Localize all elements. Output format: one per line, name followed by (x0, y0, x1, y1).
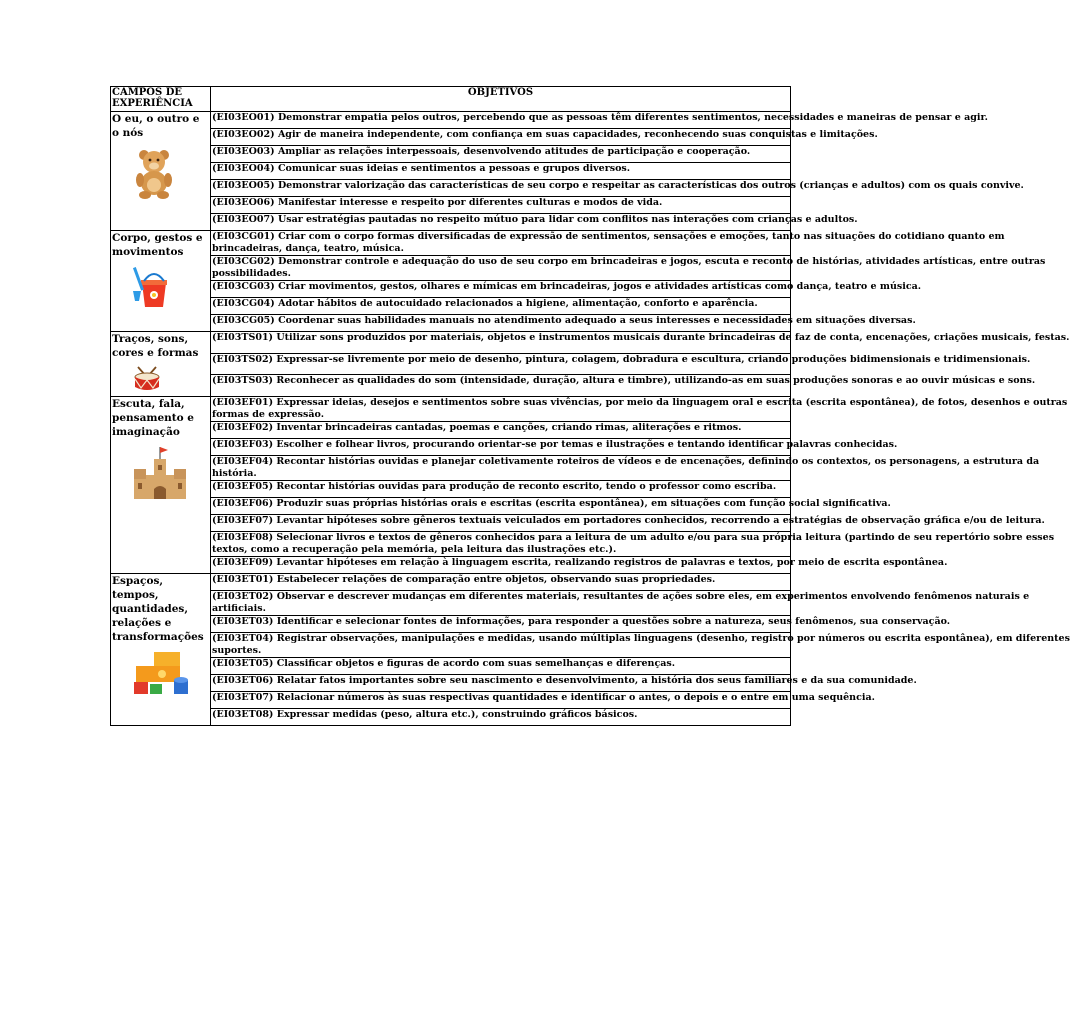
objective-cell (211, 197, 791, 214)
objective-cell (211, 231, 1005, 256)
table-row (111, 146, 791, 163)
campo-label: O eu, o outro e o nós (112, 113, 200, 139)
objective-cell (211, 112, 988, 129)
table-row (111, 422, 791, 439)
objective-cell (211, 498, 891, 515)
table-row (111, 214, 791, 231)
table-row (111, 129, 791, 146)
table-row (111, 456, 791, 481)
header-campos: CAMPOS DE EXPERIÊNCIA (111, 87, 211, 112)
teddy-bear-icon (132, 146, 209, 204)
objective-cell (211, 163, 791, 180)
table-row (111, 256, 791, 281)
objective-text: textos, como a recuperação pela memória, pela leitura das ilustrações etc.). (212, 544, 617, 555)
table-row (111, 658, 791, 675)
campo-label: Corpo, gestos e movimentos (112, 232, 203, 258)
objective-text: brincadeiras, dança, teatro, música. (212, 243, 404, 254)
objective-text: (EI03EF04) Recontar histórias ouvidas e planejar coletivamente roteiros de vídeos e de encenações, definindo os contextos, os personagens, a estrutura da (212, 456, 1040, 467)
table-row (111, 197, 791, 214)
objective-cell (211, 481, 791, 498)
table-row (111, 315, 791, 332)
table-row (111, 281, 791, 298)
campo-cell (111, 397, 211, 574)
campo-cell (111, 332, 211, 397)
objective-cell (211, 456, 1040, 481)
table-header-row (111, 87, 791, 112)
campo-cell (111, 574, 211, 726)
objective-text: (EI03CG05) Coordenar suas habilidades manuais no atendimento adequado a seus interesses e necessidades em situações diversas. (212, 315, 916, 326)
table-row (111, 231, 791, 256)
objective-cell (211, 515, 1045, 532)
objective-text: (EI03EO05) Demonstrar valorização das características de seu corpo e respeitar as características dos outros (crianças e adultos) com os quais convive. (212, 180, 1024, 191)
objective-cell (211, 532, 1055, 557)
campo-label: Escuta, fala, pensamento e imaginação (112, 398, 194, 438)
objective-text: suportes. (212, 645, 262, 656)
objective-cell (211, 332, 1070, 354)
objective-text: (EI03CG03) Criar movimentos, gestos, olhares e mímicas em brincadeiras, jogos e atividades artísticas como dança, teatro e música. (212, 281, 922, 292)
objective-text: (EI03TS02) Expressar-se livremente por meio de desenho, pintura, colagem, dobradura e escultura, criando produções bidimensionais e tridimensionais. (212, 353, 1031, 365)
objective-text: (EI03ET06) Relatar fatos importantes sobre seu nascimento e desenvolvimento, a história dos seus familiares e da sua comunidade. (212, 675, 917, 686)
table-row (111, 692, 791, 709)
objective-text: (EI03ET01) Estabelecer relações de comparação entre objetos, observando suas propriedades. (212, 574, 716, 585)
table-row (111, 675, 791, 692)
objective-cell (211, 146, 791, 163)
objective-text: (EI03EO02) Agir de maneira independente, com confiança em suas capacidades, reconhecendo suas conquistas e limitações. (212, 129, 878, 140)
objective-cell (211, 298, 791, 315)
objective-cell (211, 557, 948, 574)
campo-label: Espaços, tempos, quantidades, relações e transformações (112, 575, 204, 643)
table-row (111, 439, 791, 456)
objective-cell (211, 281, 922, 298)
objective-text: (EI03EO04) Comunicar suas ideias e sentimentos a pessoas e grupos diversos. (212, 163, 631, 174)
bucket-and-shovel-icon (132, 265, 209, 315)
objective-cell (211, 616, 951, 633)
campo-cell (111, 112, 211, 231)
objectives-table (110, 86, 1070, 726)
building-blocks-icon (132, 650, 209, 700)
table-row (111, 498, 791, 515)
table-row (111, 633, 791, 658)
table-row (111, 163, 791, 180)
objective-text: (EI03EF02) Inventar brincadeiras cantadas, poemas e canções, criando rimas, aliterações e ritmos. (212, 422, 742, 433)
objective-text: (EI03ET03) Identificar e selecionar fontes de informações, para responder a questões sobre a natureza, seus fenômenos, sua conservação. (212, 616, 951, 627)
objective-cell (211, 675, 917, 692)
table-row (111, 353, 791, 375)
header-objetivos: OBJETIVOS (211, 87, 791, 112)
objective-text: (EI03EF03) Escolher e folhear livros, procurando orientar-se por temas e ilustrações e tentando identificar palavras conhecidas. (212, 439, 898, 450)
objective-text: (EI03EF07) Levantar hipóteses sobre gêneros textuais veiculados em portadores conhecidos, recorrendo a estratégias de observação gráfica e/ou de leitura. (212, 515, 1045, 526)
objective-text: (EI03EO03) Ampliar as relações interpessoais, desenvolvendo atitudes de participação e cooperação. (212, 146, 751, 157)
objective-cell (211, 353, 1031, 375)
table-row (111, 532, 791, 557)
objective-cell (211, 422, 791, 439)
objective-text: (EI03EO06) Manifestar interesse e respeito por diferentes culturas e modos de vida. (212, 197, 663, 208)
objective-text: artificiais. (212, 603, 266, 614)
objective-cell (211, 692, 875, 709)
objective-text: (EI03ET02) Observar e descrever mudanças em diferentes materiais, resultantes de ações sobre eles, em experimentos envolvendo fenômenos naturais e (212, 591, 1030, 602)
table-row (111, 298, 791, 315)
objective-cell (211, 315, 916, 332)
table-row (111, 180, 791, 197)
objective-text: (EI03TS01) Utilizar sons produzidos por materiais, objetos e instrumentos musicais durante brincadeiras de faz de conta, encenações, criações musicais, festas. (212, 332, 1070, 343)
objective-cell (211, 574, 791, 591)
objective-text: (EI03EF09) Levantar hipóteses em relação à linguagem escrita, realizando registros de palavras e textos, por meio de escrita espontânea. (212, 557, 948, 568)
table-row (111, 481, 791, 498)
objective-cell (211, 658, 791, 675)
objective-cell (211, 397, 1068, 422)
objective-cell (211, 375, 1036, 397)
objective-text: formas de expressão. (212, 409, 325, 420)
objective-cell (211, 256, 1046, 281)
objective-text: história. (212, 468, 257, 479)
table-row (111, 112, 791, 129)
objective-cell (211, 591, 1030, 616)
objective-text: (EI03EO07) Usar estratégias pautadas no respeito mútuo para lidar com conflitos nas interações com crianças e adultos. (212, 214, 858, 225)
objective-text: (EI03CG01) Criar com o corpo formas diversificadas de expressão de sentimentos, sensações e emoções, tanto nas situações do cotidiano quanto em (212, 231, 1005, 242)
table-row (111, 709, 791, 726)
objective-text: (EI03EF05) Recontar histórias ouvidas para produção de reconto escrito, tendo o professor como escriba. (212, 481, 777, 492)
objective-cell (211, 633, 1070, 658)
objective-cell (211, 709, 791, 726)
objective-text: (EI03EO01) Demonstrar empatia pelos outros, percebendo que as pessoas têm diferentes sentimentos, necessidades e maneiras de pensar e agir. (212, 112, 988, 123)
objective-text: (EI03ET05) Classificar objetos e figuras de acordo com suas semelhanças e diferenças. (212, 658, 676, 669)
objective-cell (211, 129, 878, 146)
objective-text: (EI03TS03) Reconhecer as qualidades do som (intensidade, duração, altura e timbre), utilizando-as em suas produções sonoras e ao ouvir músicas e sons. (212, 375, 1036, 387)
drum-icon (132, 366, 209, 396)
table-row (111, 616, 791, 633)
objective-cell (211, 214, 858, 231)
objective-text: (EI03EF06) Produzir suas próprias histórias orais e escritas (escrita espontânea), em situações com função social significativa. (212, 498, 891, 509)
table-row (111, 332, 791, 354)
table-row (111, 574, 791, 591)
objective-text: (EI03CG02) Demonstrar controle e adequação do uso de seu corpo em brincadeiras e jogos, escuta e reconto de histórias, atividades artísticas, entre outras (212, 256, 1046, 267)
table-row (111, 557, 791, 574)
table-row (111, 515, 791, 532)
sandcastle-icon (132, 445, 209, 505)
objective-cell (211, 180, 1024, 197)
objective-cell (211, 439, 898, 456)
objective-text: (EI03CG04) Adotar hábitos de autocuidado relacionados a higiene, alimentação, conforto e aparência. (212, 298, 758, 309)
objective-text: (EI03ET08) Expressar medidas (peso, altura etc.), construindo gráficos básicos. (212, 709, 638, 720)
objective-text: (EI03ET07) Relacionar números às suas respectivas quantidades e identificar o antes, o depois e o entre em uma sequência. (212, 692, 875, 703)
objective-text: (EI03ET04) Registrar observações, manipulações e medidas, usando múltiplas linguagens (desenho, registro por números ou escrita espontânea), em diferentes (212, 633, 1070, 644)
table-row (111, 591, 791, 616)
campo-label: Traços, sons, cores e formas (112, 333, 199, 359)
table-row (111, 375, 791, 397)
table-row (111, 397, 791, 422)
objective-text: possibilidades. (212, 268, 291, 279)
objective-text: (EI03EF08) Selecionar livros e textos de gêneros conhecidos para a leitura de um adulto e/ou para sua própria leitura (partindo de seu repertório sobre esses (212, 532, 1055, 543)
objective-text: (EI03EF01) Expressar ideias, desejos e sentimentos sobre suas vivências, por meio da linguagem oral e escrita (escrita espontânea), de fotos, desenhos e outras (212, 397, 1068, 408)
campo-cell (111, 231, 211, 332)
